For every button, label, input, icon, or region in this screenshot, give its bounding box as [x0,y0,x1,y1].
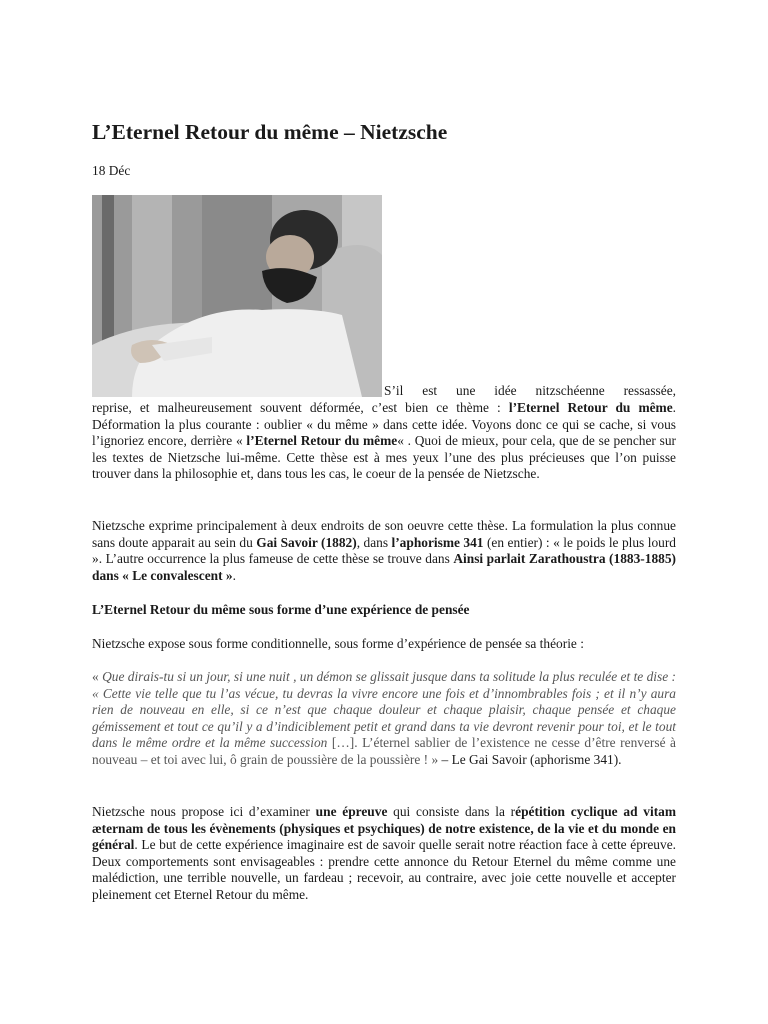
bold-term: Ainsi parlait Zarathoustra (1883-1885) dans « Le convalescent » [92,551,676,583]
bold-term: l’Eternel Retour du même [508,400,673,415]
section-heading: L’Eternel Retour du même sous forme d’une expérience de pensée [92,602,470,617]
paragraph-epreuve [92,804,676,904]
text-run: . [232,567,236,583]
article-date: 18 Déc [92,163,131,178]
text-run: . Le but de cette expérience imaginaire est de savoir quelle serait notre réaction face à cette épreuve. Deux comportements sont envisageables : prendre cette annonce du Retour Eternel du même comme une malédiction, une terrible nouvelle, un fardeau ; recevoir, au contraire, avec joie cette nouvelle et accepter pleinement cet Eternel Retour du même. [92,837,676,902]
quote-rest: […]. L’éternel sablier de l’existence ne cesse d’être renversé à nouveau – et toi avec lui, ô grain de poussière de la poussière ! » [92,735,677,767]
bold-term: épétition cyclique ad vitam æternam de tous les évènements (physiques et psychiques) de notre existence, de la vie et du monde en général [92,804,677,853]
paragraph-conditional: Nietzsche expose sous forme conditionnelle, sous forme d’expérience de pensée sa théorie : [92,636,584,651]
article-title: L’Eternel Retour du même – Nietzsche [92,120,448,144]
portrait-photo-graphic [92,195,382,397]
bold-term: l’aphorisme 341 [391,534,484,550]
text-run: (en entier) : « le poids le plus lourd ». L’autre occurrence la plus fameuse de cette thèse se trouve dans [92,534,676,567]
quote-source: – Le Gai Savoir (aphorisme 341). [441,751,622,767]
portrait-photo [92,195,382,397]
bold-term: Gai Savoir (1882) [256,534,357,550]
text-run: . Déformation la plus courante : oublier « du même » dans cette idée. Voyons donc ce qui se cache, si vous l’ignoriez encore, derrière « [92,400,676,449]
paragraph-first-line: S’il est une idée nitzschéenne ressassée, [384,383,676,398]
blockquote [92,669,676,769]
paragraph-sources [92,518,676,584]
bold-term: l’Eternel Retour du même [246,433,398,449]
text-run: Nietzsche nous propose ici d’examiner [92,804,316,819]
text-run: Nietzsche exprime principalement à deux endroits de son oeuvre cette thèse. La formulation la plus connue sans doute apparait au sein du [92,518,676,550]
text-run: , dans [356,534,392,550]
quote-open: « [92,669,103,684]
text-run: reprise, et malheureusement souvent déformée, c’est bien ce thème : [92,400,509,415]
bold-term: une épreuve [315,804,388,819]
text-run: « . Quoi de mieux, pour cela, que de se pencher sur les textes de Nietzsche lui-même. Cette thèse est à mes yeux l’une des plus précieuses que l’on puisse trouver dans la philosophie et, dans tous les cas, le coeur de la pensée de Nietzsche. [92,433,676,482]
text-run: qui consiste dans la r [387,804,516,819]
quote-italic: Que dirais-tu si un jour, si une nuit , un démon se glissait jusque dans ta solitude la plus reculée et te dise : « Cette vie telle que tu l’as vécue, tu devras la vivre encore une fois et d’innombrables fois ; et il n’y aura rien de nouveau en elle, si ce n’est que chaque douleur et chaque plaisir, chaque pensée et chaque gémissement et tout ce qu’il y a d’indiciblement petit et grand dans ta vie devront revenir pour toi, et le tout dans le même ordre et la même succession [92,669,676,751]
paragraph-intro [92,400,676,483]
